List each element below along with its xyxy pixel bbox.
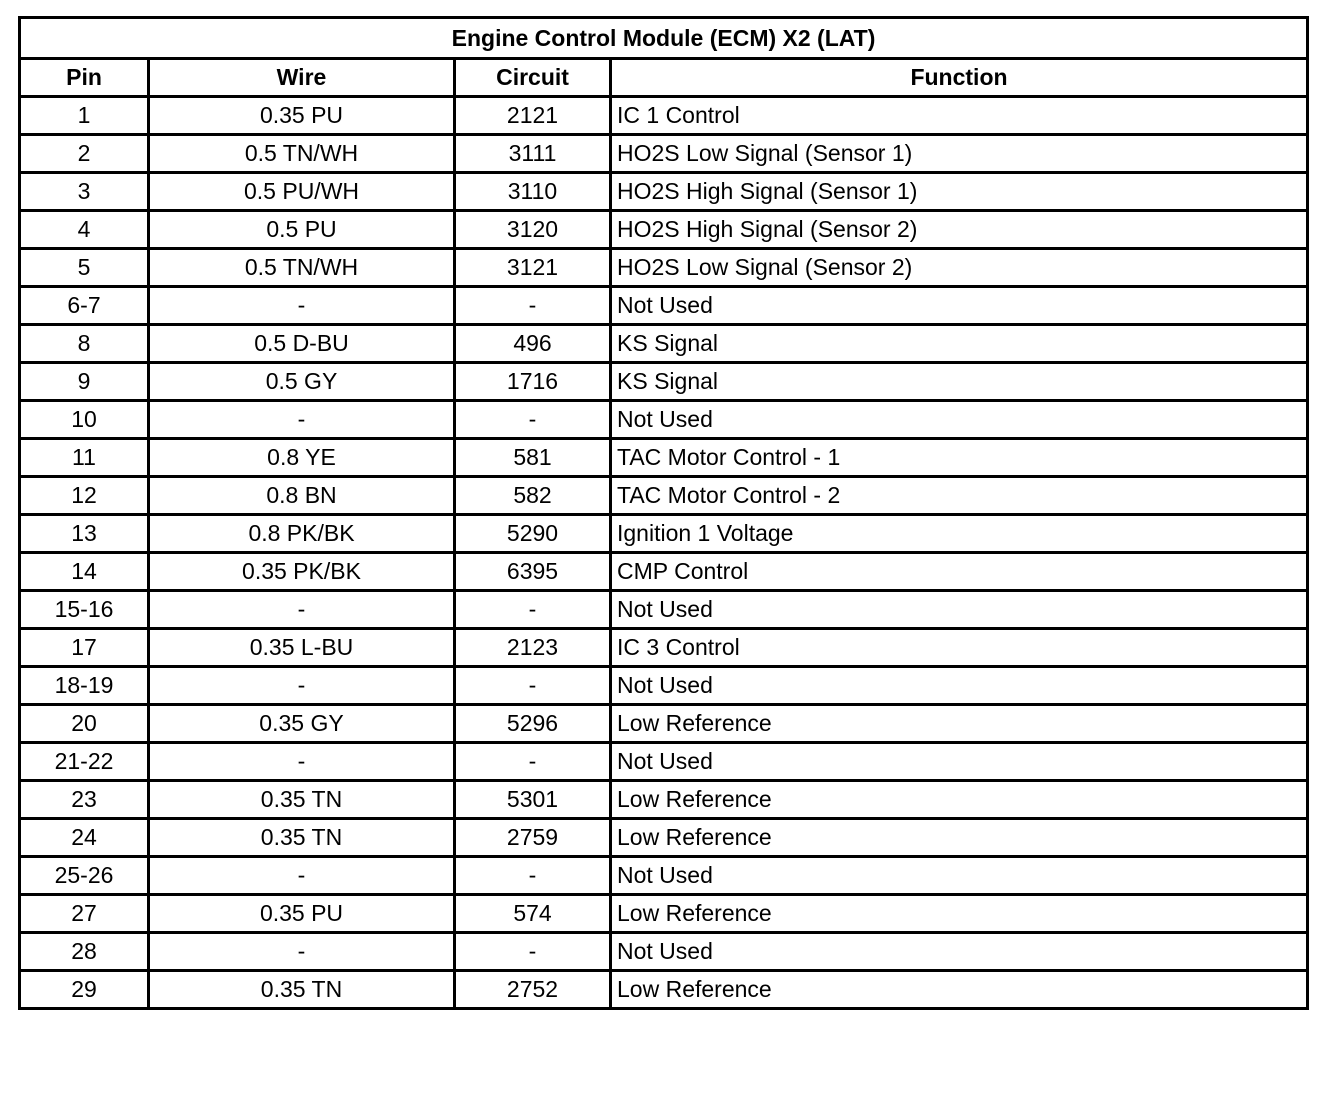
pin-cell: 28 xyxy=(20,933,149,971)
wire-cell: 0.35 TN xyxy=(149,971,455,1009)
function-cell: Not Used xyxy=(611,743,1308,781)
function-cell: HO2S Low Signal (Sensor 1) xyxy=(611,135,1308,173)
function-cell: HO2S High Signal (Sensor 2) xyxy=(611,211,1308,249)
circuit-cell: 3110 xyxy=(455,173,611,211)
function-cell: Not Used xyxy=(611,287,1308,325)
function-cell: Not Used xyxy=(611,933,1308,971)
function-cell: Not Used xyxy=(611,667,1308,705)
wire-cell: 0.35 GY xyxy=(149,705,455,743)
table-row xyxy=(20,553,1308,591)
function-cell: HO2S Low Signal (Sensor 2) xyxy=(611,249,1308,287)
circuit-cell: - xyxy=(455,857,611,895)
function-cell: Low Reference xyxy=(611,781,1308,819)
pin-cell: 21-22 xyxy=(20,743,149,781)
wire-cell: 0.35 TN xyxy=(149,819,455,857)
circuit-cell: 581 xyxy=(455,439,611,477)
circuit-cell: 2121 xyxy=(455,97,611,135)
table-title: Engine Control Module (ECM) X2 (LAT) xyxy=(20,18,1308,59)
circuit-cell: 496 xyxy=(455,325,611,363)
circuit-cell: 582 xyxy=(455,477,611,515)
wire-cell: 0.5 PU xyxy=(149,211,455,249)
function-cell: TAC Motor Control - 2 xyxy=(611,477,1308,515)
wire-cell: 0.8 YE xyxy=(149,439,455,477)
table-row xyxy=(20,781,1308,819)
pin-cell: 27 xyxy=(20,895,149,933)
pin-cell: 18-19 xyxy=(20,667,149,705)
circuit-cell: 2752 xyxy=(455,971,611,1009)
pin-cell: 2 xyxy=(20,135,149,173)
circuit-cell: - xyxy=(455,591,611,629)
pin-cell: 5 xyxy=(20,249,149,287)
function-cell: Low Reference xyxy=(611,971,1308,1009)
circuit-cell: 3111 xyxy=(455,135,611,173)
wire-cell: - xyxy=(149,287,455,325)
circuit-cell: - xyxy=(455,743,611,781)
wire-cell: - xyxy=(149,857,455,895)
table-row xyxy=(20,971,1308,1009)
table-row xyxy=(20,515,1308,553)
column-header-row xyxy=(20,59,1308,97)
pin-cell: 29 xyxy=(20,971,149,1009)
pin-cell: 3 xyxy=(20,173,149,211)
table-row xyxy=(20,439,1308,477)
table-row xyxy=(20,819,1308,857)
wire-cell: - xyxy=(149,401,455,439)
table-row xyxy=(20,743,1308,781)
table-row xyxy=(20,857,1308,895)
circuit-cell: 3121 xyxy=(455,249,611,287)
pin-cell: 15-16 xyxy=(20,591,149,629)
wire-cell: - xyxy=(149,933,455,971)
circuit-cell: 6395 xyxy=(455,553,611,591)
table-body xyxy=(20,97,1308,1009)
function-cell: HO2S High Signal (Sensor 1) xyxy=(611,173,1308,211)
table-header xyxy=(20,18,1308,97)
wire-cell: - xyxy=(149,667,455,705)
header-circuit: Circuit xyxy=(455,59,611,97)
table-row xyxy=(20,591,1308,629)
pin-cell: 10 xyxy=(20,401,149,439)
wire-cell: 0.5 PU/WH xyxy=(149,173,455,211)
header-function: Function xyxy=(611,59,1308,97)
circuit-cell: - xyxy=(455,287,611,325)
header-wire: Wire xyxy=(149,59,455,97)
table-row xyxy=(20,477,1308,515)
pin-cell: 14 xyxy=(20,553,149,591)
table-row xyxy=(20,173,1308,211)
wire-cell: 0.35 TN xyxy=(149,781,455,819)
pin-cell: 20 xyxy=(20,705,149,743)
function-cell: KS Signal xyxy=(611,363,1308,401)
circuit-cell: 5290 xyxy=(455,515,611,553)
circuit-cell: 3120 xyxy=(455,211,611,249)
pin-cell: 25-26 xyxy=(20,857,149,895)
table-row xyxy=(20,135,1308,173)
function-cell: Low Reference xyxy=(611,819,1308,857)
circuit-cell: 5296 xyxy=(455,705,611,743)
wire-cell: 0.35 PU xyxy=(149,895,455,933)
pin-cell: 13 xyxy=(20,515,149,553)
wire-cell: - xyxy=(149,591,455,629)
wire-cell: 0.35 PU xyxy=(149,97,455,135)
table-row xyxy=(20,933,1308,971)
table-row xyxy=(20,211,1308,249)
table-row xyxy=(20,895,1308,933)
table-row xyxy=(20,287,1308,325)
function-cell: TAC Motor Control - 1 xyxy=(611,439,1308,477)
pin-cell: 1 xyxy=(20,97,149,135)
function-cell: Ignition 1 Voltage xyxy=(611,515,1308,553)
wire-cell: 0.35 PK/BK xyxy=(149,553,455,591)
wire-cell: - xyxy=(149,743,455,781)
function-cell: Low Reference xyxy=(611,705,1308,743)
circuit-cell: 2759 xyxy=(455,819,611,857)
wire-cell: 0.5 D-BU xyxy=(149,325,455,363)
wire-cell: 0.35 L-BU xyxy=(149,629,455,667)
table-row xyxy=(20,401,1308,439)
wire-cell: 0.8 PK/BK xyxy=(149,515,455,553)
pin-cell: 12 xyxy=(20,477,149,515)
table-row xyxy=(20,705,1308,743)
wire-cell: 0.5 TN/WH xyxy=(149,249,455,287)
wire-cell: 0.5 TN/WH xyxy=(149,135,455,173)
function-cell: IC 3 Control xyxy=(611,629,1308,667)
wire-cell: 0.5 GY xyxy=(149,363,455,401)
table-row xyxy=(20,629,1308,667)
circuit-cell: 574 xyxy=(455,895,611,933)
function-cell: Low Reference xyxy=(611,895,1308,933)
function-cell: Not Used xyxy=(611,857,1308,895)
header-pin: Pin xyxy=(20,59,149,97)
function-cell: Not Used xyxy=(611,591,1308,629)
function-cell: Not Used xyxy=(611,401,1308,439)
wire-cell: 0.8 BN xyxy=(149,477,455,515)
pin-cell: 23 xyxy=(20,781,149,819)
table-row xyxy=(20,97,1308,135)
table-row xyxy=(20,667,1308,705)
table-row xyxy=(20,363,1308,401)
table-row xyxy=(20,249,1308,287)
circuit-cell: - xyxy=(455,401,611,439)
circuit-cell: 2123 xyxy=(455,629,611,667)
title-row xyxy=(20,18,1308,59)
pin-cell: 6-7 xyxy=(20,287,149,325)
circuit-cell: 5301 xyxy=(455,781,611,819)
pin-cell: 9 xyxy=(20,363,149,401)
pin-cell: 24 xyxy=(20,819,149,857)
pin-cell: 8 xyxy=(20,325,149,363)
pin-cell: 11 xyxy=(20,439,149,477)
connector-pinout-table xyxy=(18,16,1309,1010)
pin-cell: 17 xyxy=(20,629,149,667)
table-row xyxy=(20,325,1308,363)
circuit-cell: - xyxy=(455,667,611,705)
function-cell: KS Signal xyxy=(611,325,1308,363)
function-cell: IC 1 Control xyxy=(611,97,1308,135)
pin-cell: 4 xyxy=(20,211,149,249)
circuit-cell: - xyxy=(455,933,611,971)
circuit-cell: 1716 xyxy=(455,363,611,401)
function-cell: CMP Control xyxy=(611,553,1308,591)
